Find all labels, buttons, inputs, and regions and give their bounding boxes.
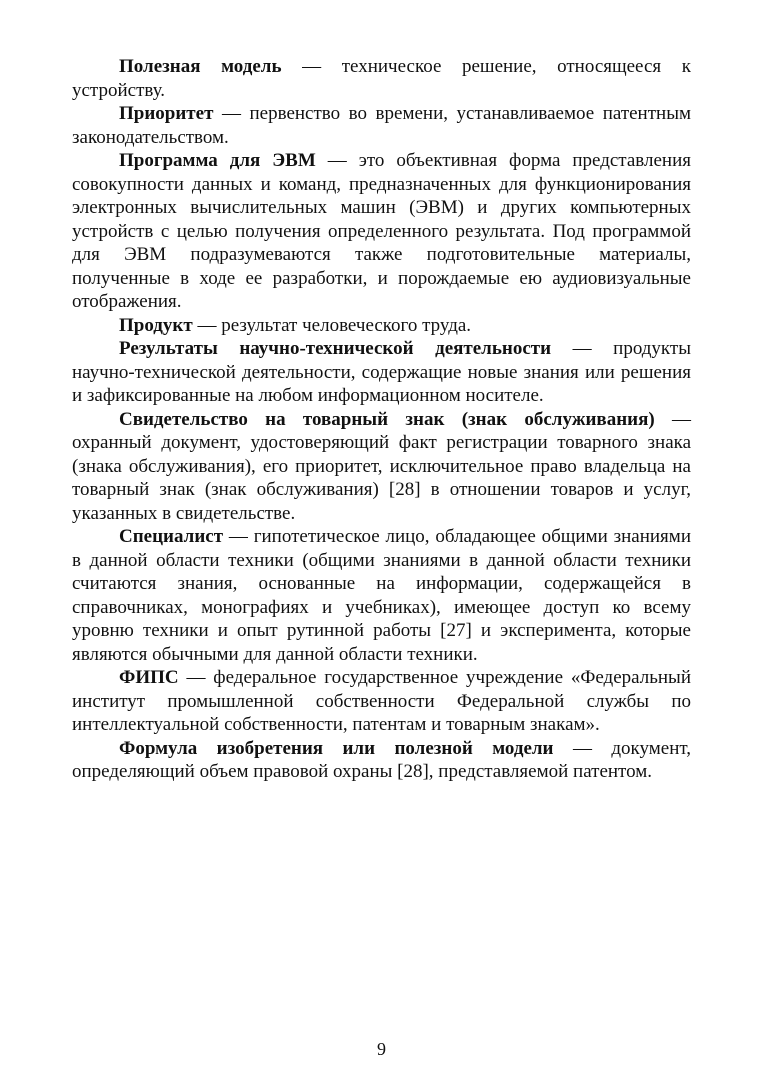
glossary-term: ФИПС [119,667,179,688]
glossary-definition: — охранный документ, удостоверяющий факт регистрации товарного знака (знака обслуживания), его приоритет, исключительное право владельца на товарный знак (знак обслуживания) [28] в отношении товаров и услуг, указанных в свидетельстве. [72,408,692,524]
glossary-entry-trademark-certificate [72,408,691,526]
glossary-definition: — федеральное государственное учреждение «Федеральный институт промышленной собственности Федеральной службы по интеллектуальной собственности, патентам и товарным знакам». [72,667,691,735]
glossary-term: Формула изобретения или полезной модели [119,737,554,759]
glossary-term: Продукт [119,314,193,336]
glossary-definition: — результат человеческого труда. [192,314,472,336]
glossary-term: Полезная модель [119,56,282,77]
glossary-definition: — техническое решение, относящееся к устройству. [72,56,691,101]
glossary-term: Программа для ЭВМ [119,150,316,171]
glossary-entry-product [72,314,691,338]
glossary-definition: — документ, определяющий объем правовой охраны [28], представляемой патентом. [72,737,691,782]
glossary-term: Приоритет [119,103,214,124]
glossary-definition: — первенство во времени, устанавливаемое патентным законодательством. [72,103,691,148]
glossary-definition: — продукты научно-технической деятельности, содержащие новые знания или решения и зафиксированные на любом информационном носителе. [72,338,691,406]
glossary-term: Специалист [119,526,224,547]
glossary-entry-fips [72,666,691,737]
glossary-entry-specialist [72,525,691,666]
glossary-entry-computer-program [72,149,691,314]
page-number: 9 [377,1039,386,1059]
glossary-entry-priority [72,102,691,149]
glossary-definition: — гипотетическое лицо, обладающее общими знаниями в данной области техники (общими знаниями в данной области техники считаются знания, основанные на информации, содержащейся в справочниках, монографиях и учебниках), имеющее доступ ко всему уровню техники и опыт рутинной работы [27] и эксперимента, которые являются обычными для данной области техники. [72,526,691,665]
glossary-definition: — это объективная форма представления совокупности данных и команд, предназначенных для функционирования электронных вычислительных машин (ЭВМ) и других компьютерных устройств с целью получения определенного результата. Под программой для ЭВМ подразумеваются также подготовительные материалы, полученные в ходе ее разработки, и порождаемые ею аудиовизуальные отображения. [72,150,691,312]
glossary-entry-rnd-results [72,337,691,408]
glossary-entry-claims [72,737,691,784]
glossary-entry-utility-model [72,55,691,102]
glossary-page [72,55,691,784]
glossary-term: Свидетельство на товарный знак (знак обслуживания) [119,408,655,430]
glossary-term: Результаты научно-технической деятельности [119,338,552,359]
